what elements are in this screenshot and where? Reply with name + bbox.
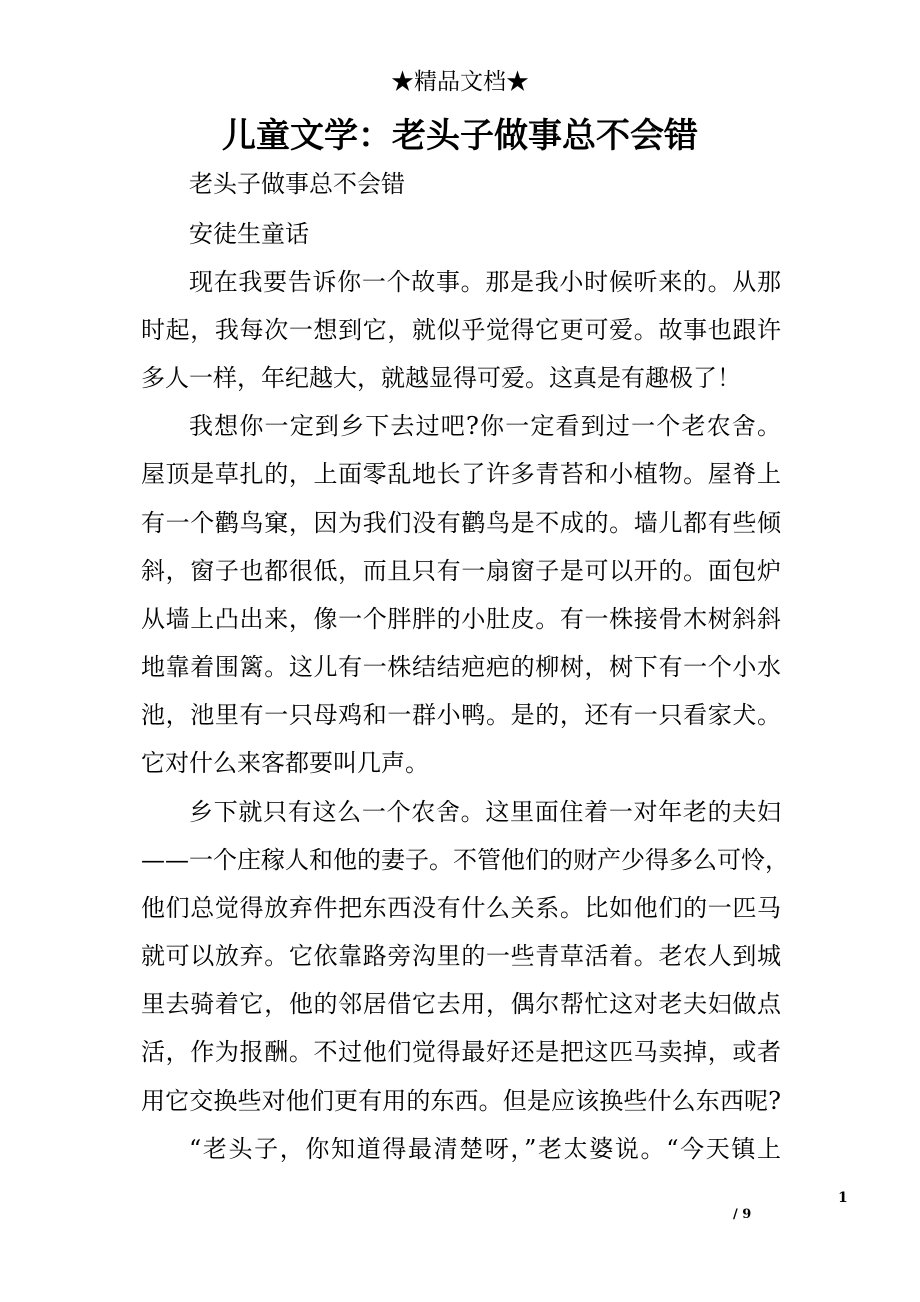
paragraph-line: 活，作为报酬。不过他们觉得最好还是把这匹马卖掉，或者 [141,1038,781,1066]
paragraph-line: 时起，我每次一想到它，就似乎觉得它更可爱。故事也跟许 [141,316,781,344]
paragraph-line: 多人一样，年纪越大，就越显得可爱。这真是有趣极了！ [141,364,741,392]
paragraph-line: 从墙上凸出来，像一个胖胖的小肚皮。有一株接骨木树斜斜 [141,605,781,633]
paragraph-line: 乡下就只有这么一个农舍。这里面住着一对年老的夫妇 [189,798,781,826]
page-number: 1 [838,1190,848,1206]
paragraph-line: 用它交换些对他们更有用的东西。但是应该换些什么东西呢? [141,1087,781,1115]
source-label: 安徒生童话 [189,220,309,248]
paragraph-line: 他们总觉得放弃件把东西没有什么关系。比如他们的一匹马 [141,894,781,922]
subtitle: 老头子做事总不会错 [189,170,405,198]
document-title: 儿童文学：老头子做事总不会错 [222,116,698,156]
paragraph-line: 地靠着围篱。这儿有一株结结疤疤的柳树，树下有一个小水 [141,653,781,681]
paragraph-line: 斜，窗子也都很低，而且只有一扇窗子是可以开的。面包炉 [141,557,781,585]
paragraph-line: 有一个鹳鸟窠，因为我们没有鹳鸟是不成的。墙儿都有些倾 [141,509,781,537]
page-total: / 9 [733,1207,752,1222]
paragraph-line: “老头子，你知道得最清楚呀，”老太婆说。“今天镇上 [189,1135,781,1163]
paragraph-line: 屋顶是草扎的，上面零乱地长了许多青苔和小植物。屋脊上 [141,460,781,488]
paragraph-line: 就可以放弃。它依靠路旁沟里的一些青草活着。老农人到城 [141,942,781,970]
header-mark: ★精品文档★ [391,69,529,95]
paragraph-line: 它对什么来客都要叫几声。 [141,749,429,777]
paragraph-line: 里去骑着它，他的邻居借它去用，偶尔帮忙这对老夫妇做点 [141,990,781,1018]
paragraph-line: ——一个庄稼人和他的妻子。不管他们的财产少得多么可怜， [141,846,789,874]
paragraph-line: 池，池里有一只母鸡和一群小鸭。是的，还有一只看家犬。 [141,701,781,729]
paragraph-line: 现在我要告诉你一个故事。那是我小时候听来的。从那 [189,268,781,296]
paragraph-line: 我想你一定到乡下去过吧?你一定看到过一个老农舍。 [189,412,781,440]
